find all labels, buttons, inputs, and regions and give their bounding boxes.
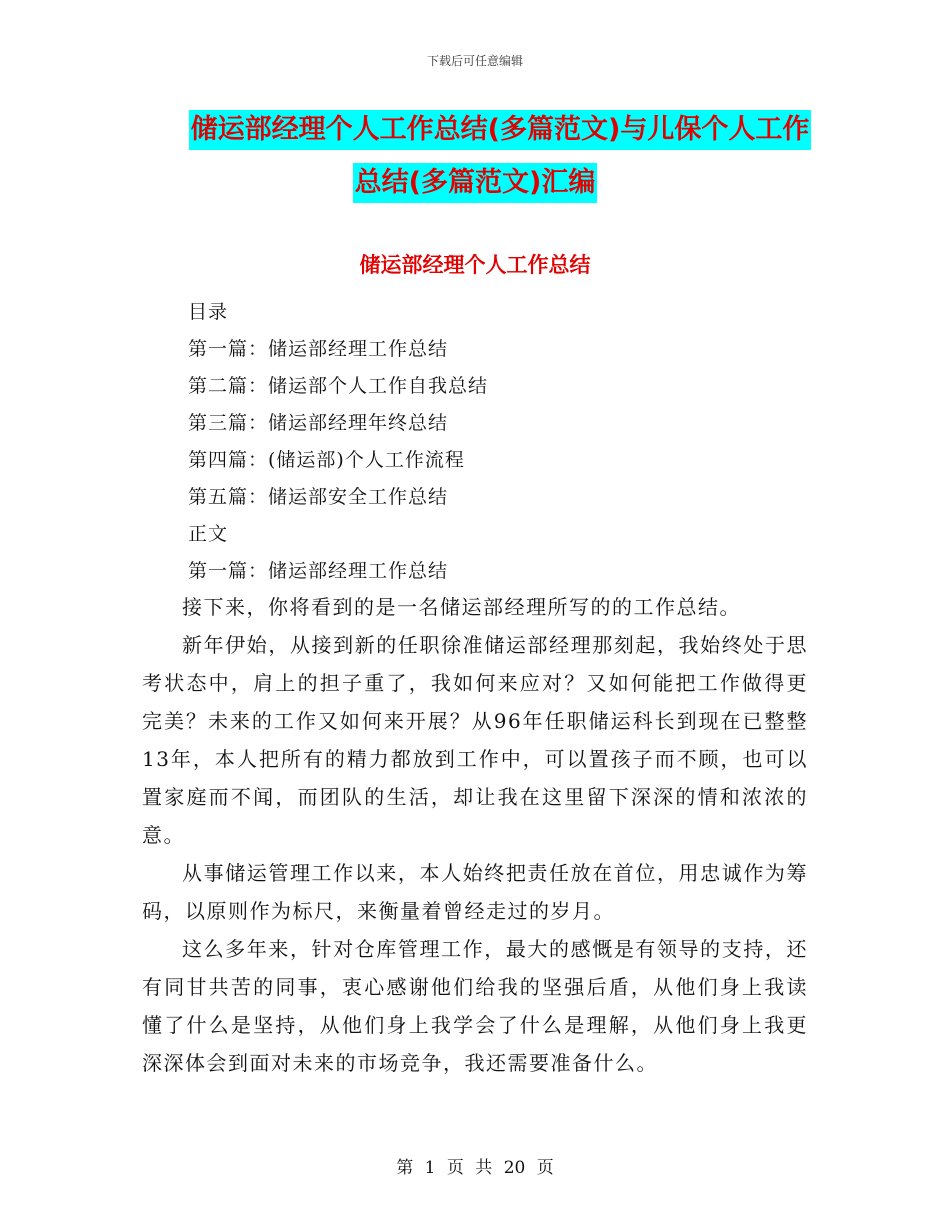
document-title <box>0 110 950 203</box>
page-footer: 第 1 页 共 20 页 <box>396 1158 554 1178</box>
toc-item: 第五篇：储运部安全工作总结 <box>188 486 449 508</box>
toc-item: 第一篇：储运部经理工作总结 <box>188 338 449 360</box>
toc-item: 第二篇：储运部个人工作自我总结 <box>188 375 489 397</box>
paragraph: 这么多年来，针对仓库管理工作，最大的感慨是有领导的支持，还有同甘共苦的同事，衷心感谢他们给我的坚强后盾，从他们身上我读懂了什么是坚持，从他们身上我学会了什么是理解，从他们身上我更深深体会到面对未来的市场竞争，我还需要准备什么。 <box>142 937 808 1075</box>
table-of-contents <box>188 294 828 590</box>
toc-item: 第三篇：储运部经理年终总结 <box>188 412 449 434</box>
header-note: 下载后可任意编辑 <box>426 54 523 68</box>
body-label: 正文 <box>188 523 229 545</box>
body-text <box>142 588 808 1082</box>
paragraph: 接下来，你将看到的是一名储运部经理所写的的工作总结。 <box>182 595 741 619</box>
title-line-2: 总结(多篇范文)汇编 <box>353 163 598 203</box>
paragraph: 新年伊始，从接到新的任职徐准储运部经理那刻起，我始终处于思考状态中，肩上的担子重了，我如何来应对？又如何能把工作做得更完美？未来的工作又如何来开展？从96年任职储运科长到现在已整整13年，本人把所有的精力都放到工作中，可以置孩子而不顾，也可以置家庭而不闻，而团队的生活，却让我在这里留下深深的情和浓浓的意。 <box>142 633 808 847</box>
title-line-1: 储运部经理个人工作总结(多篇范文)与儿保个人工作 <box>189 110 812 150</box>
chapter-heading: 第一篇：储运部经理工作总结 <box>188 560 449 582</box>
toc-label: 目录 <box>188 301 229 323</box>
paragraph: 从事储运管理工作以来，本人始终把责任放在首位，用忠诚作为筹码，以原则作为标尺，来衡量着曾经走过的岁月。 <box>142 861 808 923</box>
section-heading: 储运部经理个人工作总结 <box>359 253 591 277</box>
toc-item: 第四篇：(储运部)个人工作流程 <box>188 449 465 471</box>
